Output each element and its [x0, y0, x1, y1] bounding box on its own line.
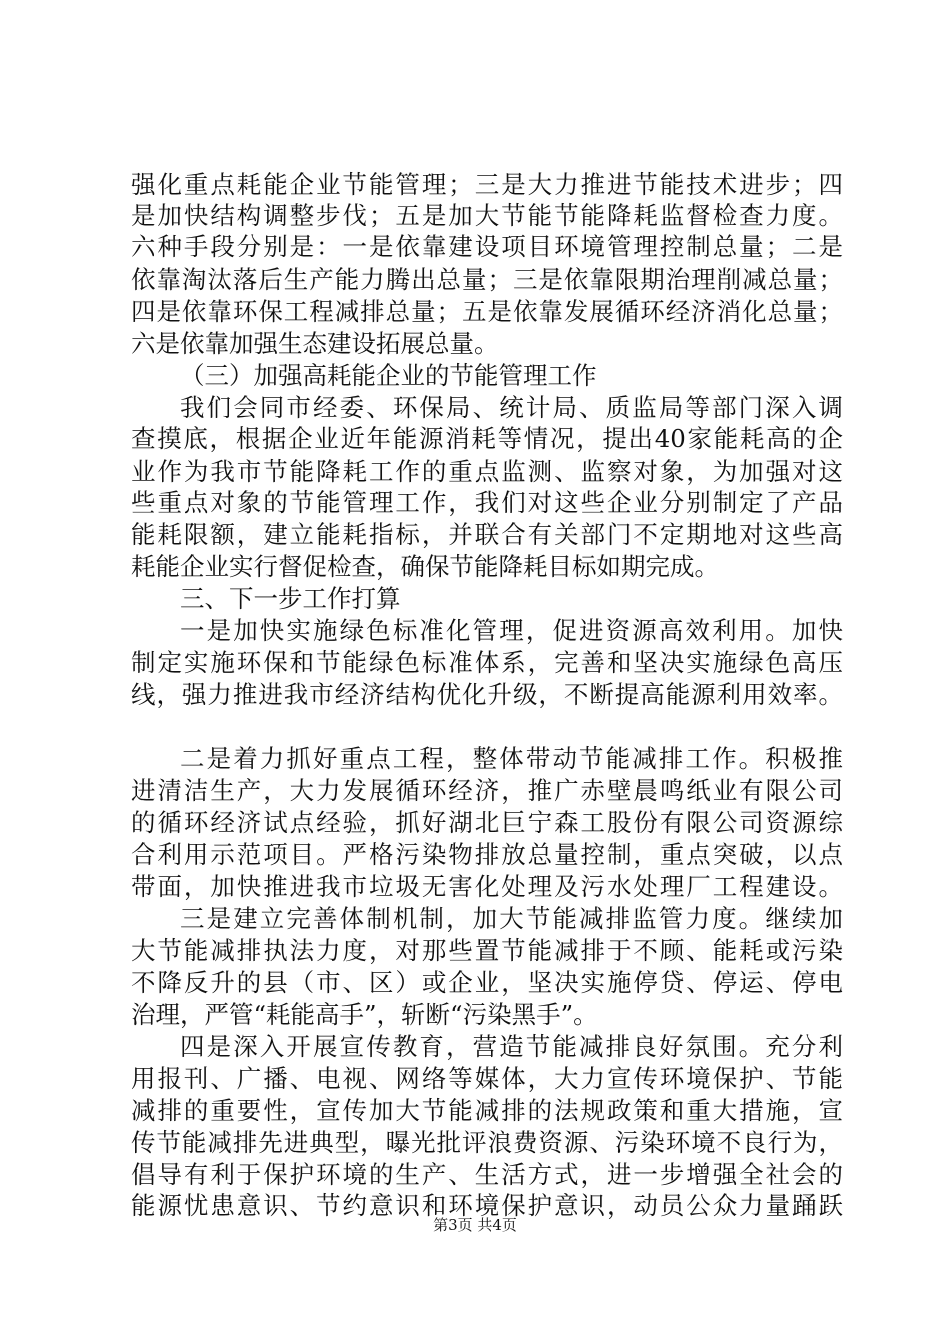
text-line: 大节能减排执法力度，对那些置节能减排于不顾、能耗或污染 [131, 936, 843, 965]
text-line: 耗能企业实行督促检查，确保节能降耗目标如期完成。 [131, 552, 719, 581]
section-heading: 三、下一步工作打算 [180, 584, 401, 613]
paragraph-first-line: 一是加快实施绿色标准化管理，促进资源高效利用。加快 [180, 616, 843, 645]
text-line: 查摸底，根据企业近年能源消耗等情况，提出40家能耗高的企 [131, 424, 843, 453]
text-line: 些重点对象的节能管理工作，我们对这些企业分别制定了产品 [131, 488, 843, 517]
text-line: 减排的重要性，宣传加大节能减排的法规政策和重大措施，宣 [131, 1096, 843, 1125]
text-line: 能源忧患意识、节约意识和环境保护意识，动员公众力量踊跃 [131, 1191, 843, 1220]
text-line: 治理，严管“耗能高手”，斩断“污染黑手”。 [131, 1000, 598, 1029]
text-line: 不降反升的县（市、区）或企业，坚决实施停贷、停运、停电 [131, 968, 843, 997]
text-line: 是加快结构调整步伐；五是加大节能节能降耗监督检查力度。 [131, 201, 843, 230]
text-line: 依靠淘汰落后生产能力腾出总量；三是依靠限期治理削减总量； [131, 265, 843, 294]
paragraph-first-line: 二是着力抓好重点工程，整体带动节能减排工作。积极推 [180, 744, 843, 773]
text-line: 传节能减排先进典型，曝光批评浪费资源、污染环境不良行为， [131, 1128, 843, 1157]
text-line: 四是依靠环保工程减排总量；五是依靠发展循环经济消化总量； [131, 297, 843, 326]
text-line: 六种手段分别是：一是依靠建设项目环境管理控制总量；二是 [131, 232, 843, 261]
text-line: 强化重点耗能企业节能管理；三是大力推进节能技术进步；四 [131, 170, 843, 199]
text-line: 用报刊、广播、电视、网络等媒体，大力宣传环境保护、节能 [131, 1064, 843, 1093]
text-line: 六是依靠加强生态建设拓展总量。 [131, 329, 499, 358]
text-line: 业作为我市节能降耗工作的重点监测、监察对象，为加强对这 [131, 457, 843, 486]
paragraph-first-line: 三是建立完善体制机制，加大节能减排监管力度。继续加 [180, 904, 843, 933]
text-line: 合利用示范项目。严格污染物排放总量控制，重点突破，以点 [131, 840, 843, 869]
text-line: 的循环经济试点经验，抓好湖北巨宁森工股份有限公司资源综 [131, 808, 843, 837]
text-line: 带面，加快推进我市垃圾无害化处理及污水处理厂工程建设。 [131, 872, 843, 901]
text-line: 进清洁生产，大力发展循环经济，推广赤壁晨鸣纸业有限公司 [131, 776, 843, 805]
text-line: 能耗限额，建立能耗指标，并联合有关部门不定期地对这些高 [131, 520, 843, 549]
text-line: 线，强力推进我市经济结构优化升级，不断提高能源利用效率。 [131, 680, 843, 709]
text-line: 制定实施环保和节能绿色标准体系，完善和坚决实施绿色高压 [131, 648, 843, 677]
paragraph-first-line: 四是深入开展宣传教育，营造节能减排良好氛围。充分利 [180, 1032, 843, 1061]
page-number: 第3页 共4页 [433, 1216, 517, 1234]
section-heading: （三）加强高耗能企业的节能管理工作 [180, 361, 597, 390]
paragraph-first-line: 我们会同市经委、环保局、统计局、质监局等部门深入调 [180, 393, 843, 422]
text-line: 倡导有利于保护环境的生产、生活方式，进一步增强全社会的 [131, 1160, 843, 1189]
